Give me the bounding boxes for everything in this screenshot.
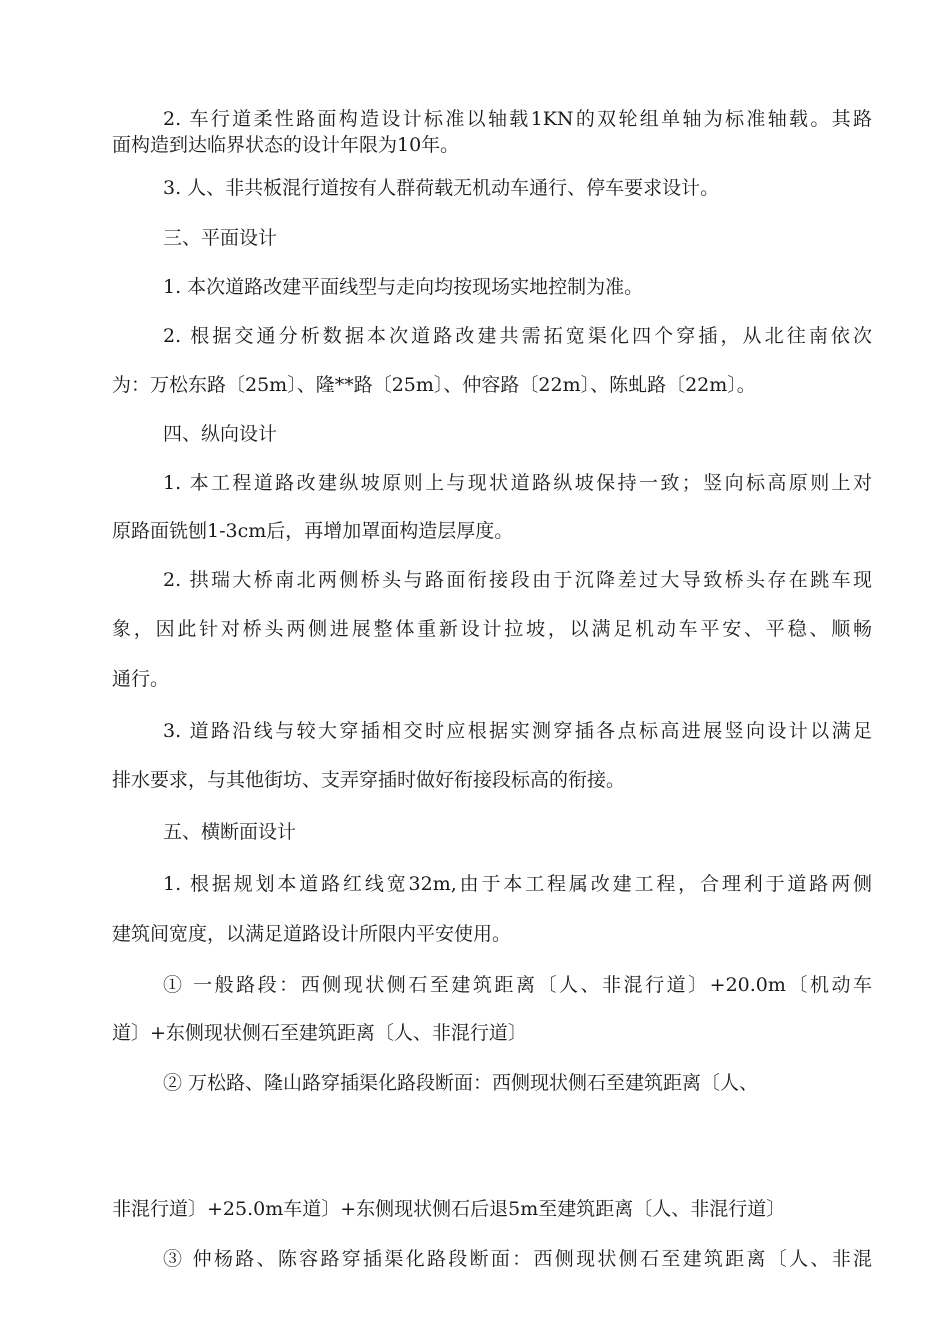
paragraph-line: 3. 人、非共板混行道按有人群荷载无机动车通行、停车要求设计。	[163, 177, 720, 199]
section-heading: 五、横断面设计	[163, 821, 297, 843]
section-heading: 四、纵向设计	[163, 423, 278, 445]
paragraph-line: 通行。	[112, 668, 170, 690]
paragraph-line: 建筑间宽度，以满足道路设计所限内平安使用。	[112, 923, 512, 945]
paragraph-line: 面构造到达临界状态的设计年限为10年。	[112, 134, 460, 156]
section-heading: 三、平面设计	[163, 227, 278, 249]
paragraph-line: 2. 拱瑞大桥南北两侧桥头与路面衔接段由于沉降差过大导致桥头存在跳车现	[163, 569, 872, 591]
paragraph-line: 象，因此针对桥头两侧进展整体重新设计拉坡，以满足机动车平安、平稳、顺畅	[112, 618, 872, 640]
paragraph-line: 2. 根据交通分析数据本次道路改建共需拓宽渠化四个穿插，从北往南依次	[163, 325, 872, 347]
paragraph-line: 道〕+东侧现状侧石至建筑距离〔人、非混行道〕	[112, 1022, 527, 1044]
paragraph-line: ③ 仲杨路、陈容路穿插渠化路段断面：西侧现状侧石至建筑距离〔人、非混	[163, 1248, 872, 1270]
paragraph-line: ② 万松路、隆山路穿插渠化路段断面：西侧现状侧石至建筑距离〔人、	[163, 1072, 759, 1094]
paragraph-line: 为：万松东路〔25m〕、隆**路〔25m〕、仲容路〔22m〕、陈虬路〔22m〕。	[112, 374, 756, 396]
paragraph-line: 1. 本次道路改建平面线型与走向均按现场实地控制为准。	[163, 276, 644, 298]
paragraph-line: 排水要求，与其他街坊、支弄穿插时做好衔接段标高的衔接。	[112, 769, 626, 791]
paragraph-line: ① 一般路段：西侧现状侧石至建筑距离〔人、非混行道〕+20.0m〔机动车	[163, 974, 872, 996]
paragraph-line: 非混行道〕+25.0m车道〕+东侧现状侧石后退5m至建筑距离〔人、非混行道〕	[112, 1198, 786, 1220]
paragraph-line: 1. 根据规划本道路红线宽32m,由于本工程属改建工程，合理利于道路两侧	[163, 873, 872, 895]
paragraph-line: 原路面铣刨1-3cm后，再增加罩面构造层厚度。	[112, 520, 514, 542]
paragraph-line: 3. 道路沿线与较大穿插相交时应根据实测穿插各点标高进展竖向设计以满足	[163, 720, 872, 742]
paragraph-line: 1. 本工程道路改建纵坡原则上与现状道路纵坡保持一致；竖向标高原则上对	[163, 472, 872, 494]
paragraph-line: 2. 车行道柔性路面构造设计标准以轴载1KN的双轮组单轴为标准轴载。其路	[163, 108, 872, 130]
